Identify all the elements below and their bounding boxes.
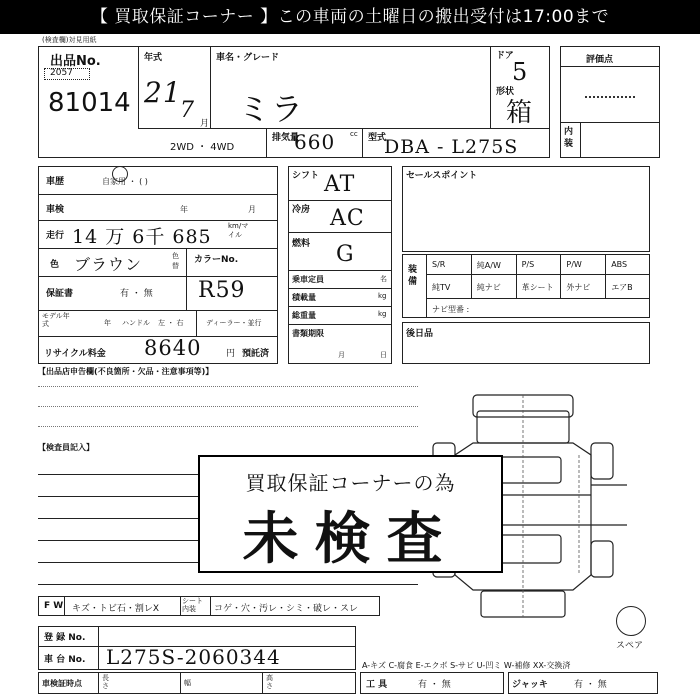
chassis-value: L275S-2060344 xyxy=(106,645,281,669)
banner: 【 買取保証コーナー 】この車両の土曜日の搬出受付は17:00まで xyxy=(0,0,700,34)
cert-width: 幅 xyxy=(184,679,191,687)
mileage-unit: km/マイル xyxy=(228,222,249,239)
month-value: 7 xyxy=(180,98,195,123)
model-label: 型式 xyxy=(368,133,387,143)
lot-number: 81014 xyxy=(48,88,131,118)
equip-item: ABS xyxy=(611,260,628,269)
recycle-label: リサイクル料金 xyxy=(44,349,106,359)
year-label: 年式 xyxy=(144,53,163,63)
docs-month: 月 xyxy=(338,351,345,359)
ac-value: AC xyxy=(330,206,365,231)
door-value: 5 xyxy=(512,58,529,86)
equip-item: P/S xyxy=(521,260,535,269)
report-label: 【出品店申告欄(不良箇所・欠品・注意事項等)】 xyxy=(38,367,214,376)
inspector-label: 【検査員記入】 xyxy=(38,443,94,452)
spare-label: スペア xyxy=(616,641,644,651)
fuel-value: G xyxy=(336,242,355,267)
color-no-value: R59 xyxy=(198,278,246,303)
recycle-status: 預託済 xyxy=(242,349,270,359)
jack-label: ジャッキ xyxy=(512,680,548,690)
equip-label: 装備 xyxy=(408,265,418,287)
cert-label: 車検証時点 xyxy=(42,679,82,688)
color-sub: 色替 xyxy=(172,252,179,270)
inspection-month: 月 xyxy=(248,205,256,214)
stamp-line2: 未検査 xyxy=(242,507,459,572)
mileage-value: 14 万 6千 685 xyxy=(72,226,212,248)
equip-item: S/R xyxy=(432,260,446,269)
weight-label: 総重量 xyxy=(292,311,316,320)
after-box xyxy=(402,322,650,364)
lot-sub: 2057 xyxy=(50,68,73,78)
history-label: 車歴 xyxy=(46,177,65,187)
tools-label: 工 具 xyxy=(366,680,388,690)
score-label: 評価点 xyxy=(586,55,614,65)
sales-label: セールスポイント xyxy=(406,171,478,181)
stamp-line1: 買取保証コーナーの為 xyxy=(245,471,456,495)
navi-label: ナビ型番 : xyxy=(432,305,470,314)
damage-legend: A-キズ C-腐食 E-エクボ S-サビ U-凹ミ W-補修 XX-交換済 xyxy=(362,661,571,670)
name-value: ミラ xyxy=(238,90,305,128)
seat-text: コゲ・穴・汚レ・シミ・破レ・スレ xyxy=(214,604,359,614)
equip-item: 革シート xyxy=(521,283,554,292)
color-no-label: カラーNo. xyxy=(194,255,239,265)
fw-label: F W xyxy=(44,601,64,611)
load-label: 積載量 xyxy=(292,293,316,302)
door-label: ドア xyxy=(496,51,514,61)
warranty-value: 有 ・ 無 xyxy=(120,289,153,299)
drive-label: 2WD ・ 4WD xyxy=(170,142,235,153)
weight-unit: kg xyxy=(378,310,387,318)
jack-value: 有 ・ 無 xyxy=(574,680,607,690)
equip-item: 外ナビ xyxy=(566,283,591,292)
disp-unit: cc xyxy=(350,130,358,138)
top-note: (検査欄)対見用紙 xyxy=(42,36,97,44)
model-year-unit: 年 xyxy=(104,319,111,327)
recycle-unit: 円 xyxy=(226,349,236,359)
history-value: 自家用 ・ ( ) xyxy=(102,177,148,186)
mileage-label: 走行 xyxy=(46,231,65,241)
inspection-label: 車検 xyxy=(46,205,65,215)
seat-label: シート内装 xyxy=(182,597,203,613)
reg-label: 登 録 No. xyxy=(44,633,86,643)
name-label: 車名・グレード xyxy=(216,53,280,63)
year-value: 21 xyxy=(144,76,182,109)
interior-label: 内装 xyxy=(564,127,574,149)
handle-value: 左 ・ 右 xyxy=(158,319,184,327)
shift-label: シフト xyxy=(292,171,320,181)
model-year-label: モデル年式 xyxy=(42,312,70,328)
recycle-value: 8640 xyxy=(144,336,202,360)
tools-value: 有 ・ 無 xyxy=(418,680,451,690)
shift-value: AT xyxy=(324,172,356,197)
disp-label: 排気量 xyxy=(272,133,300,143)
inspection-year: 年 xyxy=(180,205,188,214)
spare-tire-icon xyxy=(616,606,646,636)
equip-item: P/W xyxy=(566,260,582,269)
shape-value: 箱 xyxy=(506,98,534,128)
color-value: ブラウン xyxy=(74,255,143,274)
capacity-unit: 名 xyxy=(380,275,387,283)
equip-item: 純A/W xyxy=(476,261,501,270)
docs-label: 書類期限 xyxy=(292,329,324,338)
ac-label: 冷房 xyxy=(292,205,311,215)
cert-len: 長さ xyxy=(102,674,109,690)
warranty-label: 保証書 xyxy=(46,289,74,299)
cert-box xyxy=(38,672,356,694)
load-unit: kg xyxy=(378,292,387,300)
after-label: 後日品 xyxy=(406,329,434,339)
month-unit: 月 xyxy=(200,119,210,129)
color-label: 色 xyxy=(50,260,60,270)
capacity-label: 乗車定員 xyxy=(292,275,324,284)
docs-day: 日 xyxy=(380,351,387,359)
equip-item: 純ナビ xyxy=(476,283,501,292)
equip-item: 純TV xyxy=(432,283,451,292)
fw-text: キズ・トビ石・割レX xyxy=(72,604,159,614)
dealer-label: ディーラー・並行 xyxy=(206,319,262,327)
model-value: DBA - L275S xyxy=(384,136,519,158)
cert-height: 高さ xyxy=(266,674,273,690)
equip-item: エアB xyxy=(611,283,633,292)
shape-label: 形状 xyxy=(496,87,515,97)
disp-value: 660 xyxy=(294,130,336,154)
lot-label: 出品No. xyxy=(50,54,101,69)
fuel-label: 燃料 xyxy=(292,239,311,249)
handle-label: ハンドル xyxy=(122,319,150,327)
stamp xyxy=(198,455,503,573)
chassis-label: 車 台 No. xyxy=(44,655,86,665)
